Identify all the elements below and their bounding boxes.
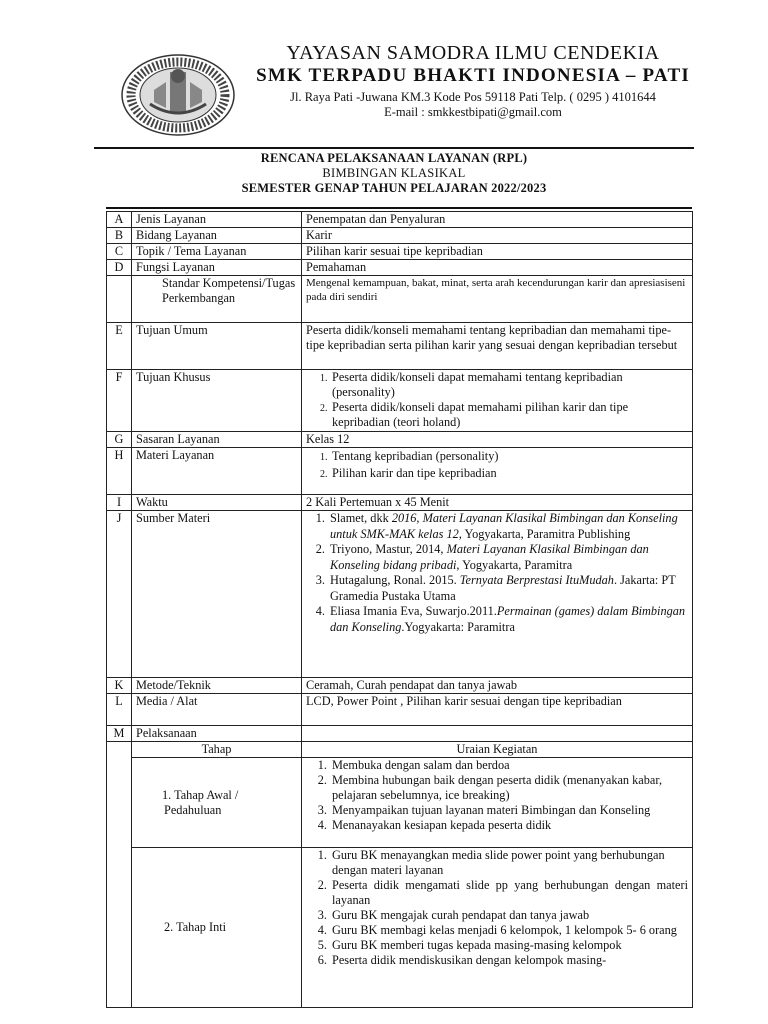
table-row (107, 244, 693, 260)
row-value: Ceramah, Curah pendapat dan tanya jawab (302, 678, 693, 694)
list-item: 2. Peserta didik/konseli dapat memahami pilihan karir dan tipe kepribadian (teori holand) (330, 400, 688, 430)
row-value: LCD, Power Point , Pilihan karir sesuai dengan tipe kepribadian (302, 694, 693, 726)
row-label: Standar Kompetensi/Tugas Perkembangan (132, 276, 302, 323)
tahap-awal-label: 1. Tahap Awal / Pedahuluan (132, 758, 302, 848)
row-code: B (107, 228, 132, 244)
table-row (107, 694, 693, 726)
table-row (107, 370, 693, 432)
foundation-name: YAYASAN SAMODRA ILMU CENDEKIA (286, 42, 660, 64)
list-item: 1. Membuka dengan salam dan berdoa (330, 758, 688, 773)
row-code: A (107, 212, 132, 228)
row-label: Topik / Tema Layanan (132, 244, 302, 260)
row-label: Sasaran Layanan (132, 432, 302, 448)
table-row (107, 758, 693, 848)
row-code (107, 742, 132, 1008)
list-item: 3. Hutagalung, Ronal. 2015. Ternyata Berprestasi ItuMudah. Jakarta: PT Gramedia Pustaka Utama (328, 573, 688, 604)
table-row (107, 495, 693, 511)
list-item: 4. Guru BK membagi kelas menjadi 6 kelompok, 1 kelompok 5- 6 orang (330, 923, 688, 938)
row-label: Bidang Layanan (132, 228, 302, 244)
row-code: K (107, 678, 132, 694)
row-value: Karir (302, 228, 693, 244)
row-code: G (107, 432, 132, 448)
letterhead (236, 42, 710, 119)
row-value (302, 448, 693, 495)
row-value (302, 511, 693, 678)
list-item: 2. Membina hubungan baik dengan peserta didik (menanyakan kabar, pelajaran sebelumnya, ice breaking) (330, 773, 688, 803)
row-code: I (107, 495, 132, 511)
list-item: 3. Guru BK mengajak curah pendapat dan tanya jawab (330, 908, 688, 923)
row-value: Penempatan dan Penyaluran (302, 212, 693, 228)
row-label: Tujuan Khusus (132, 370, 302, 432)
row-code: L (107, 694, 132, 726)
table-row (107, 848, 693, 1008)
row-label: Materi Layanan (132, 448, 302, 495)
row-code: J (107, 511, 132, 678)
table-row (107, 260, 693, 276)
title-line-3: SEMESTER GENAP TAHUN PELAJARAN 2022/2023 (241, 181, 547, 195)
list-item: 2. Triyono, Mastur, 2014, Materi Layanan Klasikal Bimbingan dan Konseling bidang pribadi, Yogyakarta, Paramitra (328, 542, 688, 573)
title-line-2: BIMBINGAN KLASIKAL (322, 166, 466, 180)
row-code: F (107, 370, 132, 432)
school-address: Jl. Raya Pati -Juwana KM.3 Kode Pos 59118 Pati Telp. ( 0295 ) 4101644 (290, 90, 656, 104)
row-value: Mengenal kemampuan, bakat, minat, serta arah kecendurungan karir dan apresiasiseni pada diri sendiri (302, 276, 693, 323)
row-code: M (107, 726, 132, 742)
school-email: E-mail : smkkestbipati@gmail.com (384, 105, 562, 119)
table-row (107, 432, 693, 448)
list-item: 2. Pilihan karir dan tipe kepribadian (330, 465, 688, 482)
table-row (107, 323, 693, 370)
row-label: Fungsi Layanan (132, 260, 302, 276)
row-value (302, 370, 693, 432)
row-label: Metode/Teknik (132, 678, 302, 694)
row-code: H (107, 448, 132, 495)
row-label: Pelaksanaan (132, 726, 302, 742)
list-item: 6. Peserta didik mendiskusikan dengan kelompok masing- (330, 953, 688, 968)
table-row (107, 228, 693, 244)
rpl-table (106, 211, 693, 1008)
row-value: Pemahaman (302, 260, 693, 276)
row-code: C (107, 244, 132, 260)
column-header-tahap: Tahap (132, 742, 302, 758)
row-value: 2 Kali Pertemuan x 45 Menit (302, 495, 693, 511)
document-title (94, 151, 694, 196)
row-label: Tujuan Umum (132, 323, 302, 370)
row-label: Waktu (132, 495, 302, 511)
row-label: Media / Alat (132, 694, 302, 726)
table-top-rule (106, 207, 692, 209)
row-value (302, 726, 693, 742)
table-row (107, 678, 693, 694)
row-value (302, 758, 693, 848)
list-item: 1. Slamet, dkk 2016, Materi Layanan Klasikal Bimbingan dan Konseling untuk SMK-MAK kelas 12, Yogyakarta, Paramitra Publishing (328, 511, 688, 542)
row-value: Pilihan karir sesuai tipe kepribadian (302, 244, 693, 260)
row-value: Peserta didik/konseli memahami tentang kepribadian dan memahami tipe-tipe kepribadian serta pilihan karir yang sesuai dengan kepribadian tersebut (302, 323, 693, 370)
row-value: Kelas 12 (302, 432, 693, 448)
row-code: D (107, 260, 132, 276)
letterhead-divider (94, 147, 694, 149)
list-item: 4. Menanayakan kesiapan kepada peserta didik (330, 818, 688, 833)
list-item: 2. Peserta didik mengamati slide pp yang berhubungan dengan materi layanan (330, 878, 688, 908)
list-item: 1. Guru BK menayangkan media slide power point yang berhubungan dengan materi layanan (330, 848, 688, 878)
row-value (302, 848, 693, 1008)
list-item: 3. Menyampaikan tujuan layanan materi Bimbingan dan Konseling (330, 803, 688, 818)
list-item: 4. Eliasa Imania Eva, Suwarjo.2011.Permainan (games) dalam Bimbingan dan Konseling.Yogyakarta: Paramitra (328, 604, 688, 635)
list-item: 5. Guru BK memberi tugas kepada masing-masing kelompok (330, 938, 688, 953)
tahap-inti-label: 2. Tahap Inti (132, 848, 302, 1008)
school-logo-seal-icon (120, 52, 236, 138)
title-line-1: RENCANA PELAKSANAAN LAYANAN (RPL) (260, 151, 528, 165)
table-row (107, 726, 693, 742)
school-name: SMK TERPADU BHAKTI INDONESIA – PATI (256, 65, 690, 86)
table-row (107, 511, 693, 678)
table-row (107, 276, 693, 323)
table-row (107, 448, 693, 495)
row-code: E (107, 323, 132, 370)
row-label: Sumber Materi (132, 511, 302, 678)
row-code (107, 276, 132, 323)
list-item: 1. Tentang kepribadian (personality) (330, 448, 688, 465)
table-row (107, 212, 693, 228)
row-label: Jenis Layanan (132, 212, 302, 228)
list-item: 1. Peserta didik/konseli dapat memahami tentang kepribadian (personality) (330, 370, 688, 400)
table-row (107, 742, 693, 758)
column-header-uraian: Uraian Kegiatan (302, 742, 693, 758)
